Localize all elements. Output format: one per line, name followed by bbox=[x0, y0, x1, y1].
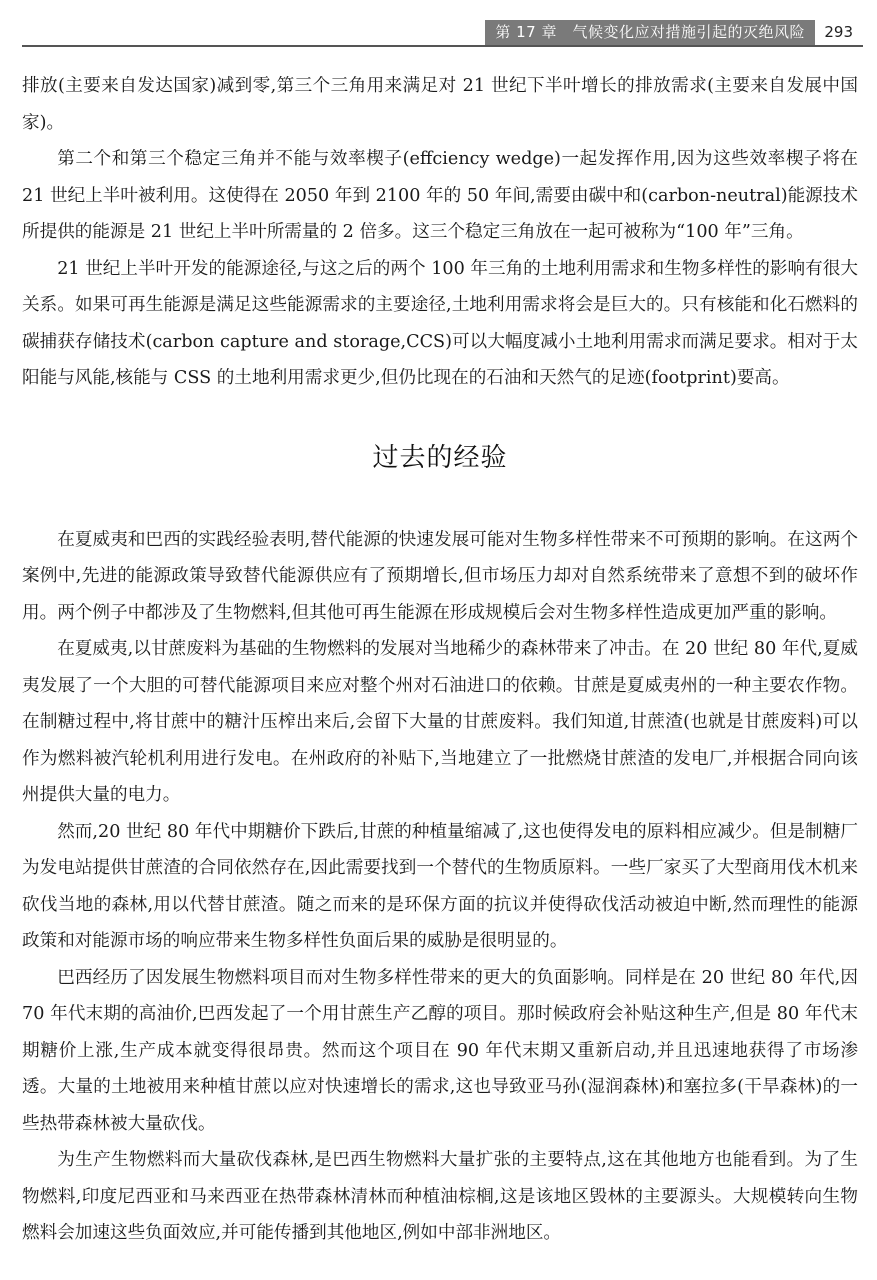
paragraph: 为生产生物燃料而大量砍伐森林,是巴西生物燃料大量扩张的主要特点,这在其他地方也能看到。为了生物燃料,印度尼西亚和马来西亚在热带森林清林而种植油棕榈,这是该地区毁林的主要源头。大规模转向生物燃料会加速这些负面效应,并可能传播到其他地区,例如中部非洲地区。 bbox=[22, 1150, 858, 1243]
chapter-title: 第 17 章 气候变化应对措施引起的灭绝风险 bbox=[485, 20, 815, 45]
paragraph: 21 世纪上半叶开发的能源途径,与这之后的两个 100 年三角的土地利用需求和生物多样性的影响有很大关系。如果可再生能源是满足这些能源需求的主要途径,土地利用需求将会是巨大的。只有核能和化石燃料的碳捕获存储技术(carbon capture and storage,CCS)可以大幅度减小土地利用需求而满足要求。相对于太阳能与风能,核能与 CSS 的土地利用需求更少,但仍比现在的石油和天然气的足迹(footprint)要高。 bbox=[22, 258, 858, 388]
paragraph: 在夏威夷和巴西的实践经验表明,替代能源的快速发展可能对生物多样性带来不可预期的影响。在这两个案例中,先进的能源政策导致替代能源供应有了预期增长,但市场压力却对自然系统带来了意想不到的破坏作用。两个例子中都涉及了生物燃料,但其他可再生能源在形成规模后会对生物多样性造成更加严重的影响。 bbox=[22, 529, 858, 623]
section-title: 过去的经验 bbox=[372, 442, 508, 473]
header-rule bbox=[22, 45, 863, 47]
paragraph: 巴西经历了因发展生物燃料项目而对生物多样性带来的更大的负面影响。同样是在 20 世纪 80 年代,因 70 年代末期的高油价,巴西发起了一个用甘蔗生产乙醇的项目。那时候政府会补贴这种生产,但是 80 年代末期糖价上涨,生产成本就变得很昂贵。然而这个项目在 90 年代末期又重新启动,并且迅速地获得了市场渗透。大量的土地被用来种植甘蔗以应对快速增长的需求,这也导致亚马孙(湿润森林)和塞拉多(干旱森林)的一些热带森林被大量砍伐。 bbox=[22, 967, 858, 1134]
paragraph: 然而,20 世纪 80 年代中期糖价下跌后,甘蔗的种植量缩减了,这也使得发电的原料相应减少。但是制糖厂为发电站提供甘蔗渣的合同依然存在,因此需要找到一个替代的生物质原料。一些厂家买了大型商用伐木机来砍伐当地的森林,用以代替甘蔗渣。随之而来的是环保方面的抗议并使得砍伐活动被迫中断,然而理性的能源政策和对能源市场的响应带来生物多样性负面后果的威胁是很明显的。 bbox=[22, 821, 858, 951]
page-body bbox=[22, 68, 858, 1252]
paragraph: 排放(主要来自发达国家)减到零,第三个三角用来满足对 21 世纪下半叶增长的排放需求(主要来自发展中国家)。 bbox=[22, 76, 858, 133]
running-header bbox=[22, 14, 877, 48]
page-number: 293 bbox=[824, 23, 853, 41]
paragraph: 在夏威夷,以甘蔗废料为基础的生物燃料的发展对当地稀少的森林带来了冲击。在 20 世纪 80 年代,夏威夷发展了一个大胆的可替代能源项目来应对整个州对石油进口的依赖。甘蔗是夏威夷州的一种主要农作物。在制糖过程中,将甘蔗中的糖汁压榨出来后,会留下大量的甘蔗废料。我们知道,甘蔗渣(也就是甘蔗废料)可以作为燃料被汽轮机利用进行发电。在州政府的补贴下,当地建立了一批燃烧甘蔗渣的发电厂,并根据合同向该州提供大量的电力。 bbox=[22, 639, 858, 805]
paragraph: 第二个和第三个稳定三角并不能与效率楔子(effciency wedge)一起发挥作用,因为这些效率楔子将在 21 世纪上半叶被利用。这使得在 2050 年到 2100 年的 50 年间,需要由碳中和(carbon-neutral)能源技术所提供的能源是 21 世纪上半叶所需量的 2 倍多。这三个稳定三角放在一起可被称为“100 年”三角。 bbox=[22, 149, 858, 242]
